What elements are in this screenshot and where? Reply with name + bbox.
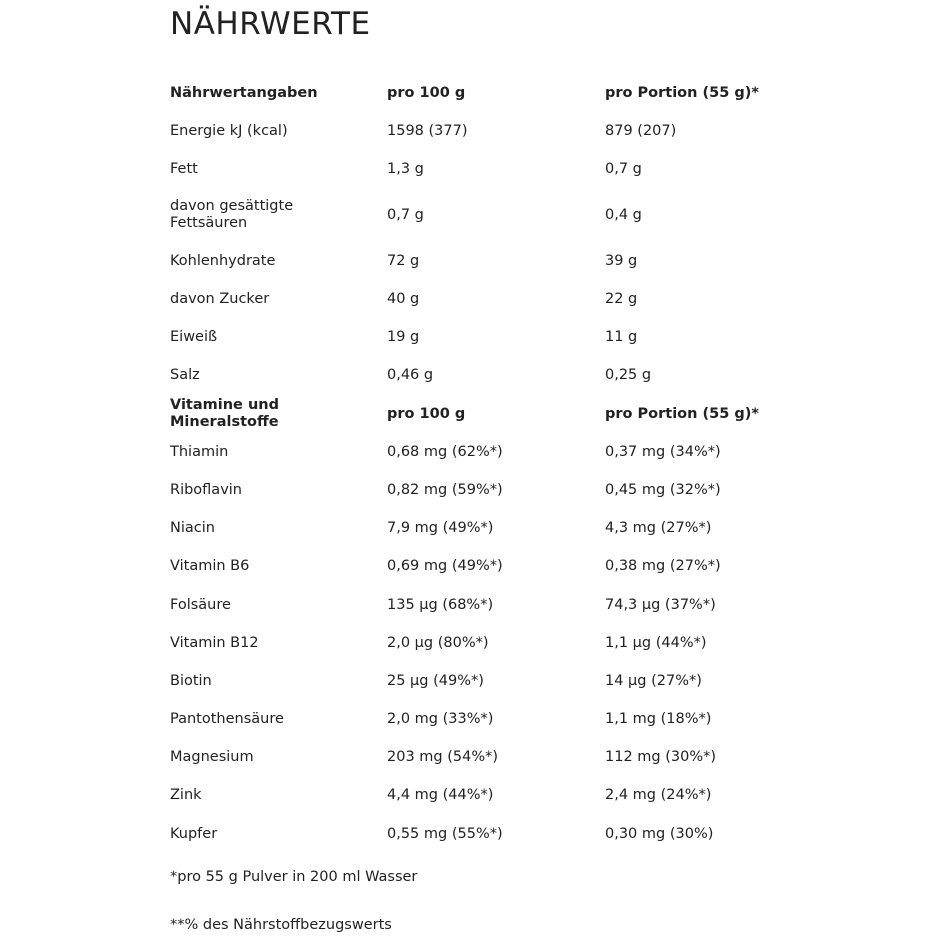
row-per-portion: 39 g (605, 252, 638, 269)
footnote-reference: **% des Nährstoffbezugswerts (170, 917, 392, 933)
row-per-portion: 22 g (605, 290, 638, 307)
row-per-100g: 25 µg (49%*) (387, 672, 484, 689)
table-row (170, 112, 810, 150)
row-per-portion: 112 mg (30%*) (605, 748, 717, 765)
table-row (170, 280, 810, 318)
table-row (170, 776, 810, 814)
row-label: Fett (170, 160, 198, 177)
header-label: Vitamine und Mineralstoffe (170, 397, 279, 430)
table-row (170, 150, 810, 188)
row-label: Folsäure (170, 596, 231, 613)
row-per-100g: 1598 (377) (387, 122, 468, 139)
table-row (170, 586, 810, 624)
table-row (170, 193, 810, 237)
row-label: Vitamin B12 (170, 634, 259, 651)
row-per-portion: 1,1 mg (18%*) (605, 710, 712, 727)
row-per-100g: 0,68 mg (62%*) (387, 443, 503, 460)
table-row (170, 738, 810, 776)
vitamins-table-header (170, 395, 810, 433)
row-per-portion: 1,1 µg (44%*) (605, 634, 707, 651)
nutrition-table-header (170, 74, 810, 112)
row-per-portion: 11 g (605, 328, 638, 345)
row-per-100g: 0,55 mg (55%*) (387, 825, 503, 842)
row-per-portion: 0,4 g (605, 206, 642, 223)
row-label: Kupfer (170, 825, 218, 842)
header-per-portion: pro Portion (55 g)* (605, 405, 759, 422)
row-per-100g: 40 g (387, 290, 420, 307)
row-per-portion: 2,4 mg (24%*) (605, 786, 712, 803)
row-per-portion: 0,7 g (605, 160, 642, 177)
table-row (170, 662, 810, 700)
row-label: davon Zucker (170, 290, 270, 307)
page-title: NÄHRWERTE (170, 6, 371, 42)
row-per-100g: 203 mg (54%*) (387, 748, 499, 765)
row-label: Vitamin B6 (170, 557, 250, 574)
header-label: Nährwertangaben (170, 84, 318, 101)
row-label: Salz (170, 366, 200, 383)
row-label: Energie kJ (kcal) (170, 122, 288, 139)
footnote-portion: *pro 55 g Pulver in 200 ml Wasser (170, 869, 418, 885)
row-per-100g: 19 g (387, 328, 420, 345)
table-row (170, 471, 810, 509)
row-label: Zink (170, 786, 202, 803)
row-label: davon gesättigte Fettsäuren (170, 198, 294, 231)
row-per-100g: 7,9 mg (49%*) (387, 519, 494, 536)
table-row (170, 624, 810, 662)
header-per-100g: pro 100 g (387, 405, 466, 422)
row-label: Kohlenhydrate (170, 252, 276, 269)
table-row (170, 242, 810, 280)
row-label: Biotin (170, 672, 212, 689)
header-per-100g: pro 100 g (387, 84, 466, 101)
row-per-portion: 0,45 mg (32%*) (605, 481, 721, 498)
row-per-portion: 0,38 mg (27%*) (605, 557, 721, 574)
row-per-100g: 0,69 mg (49%*) (387, 557, 503, 574)
row-per-portion: 4,3 mg (27%*) (605, 519, 712, 536)
header-per-portion: pro Portion (55 g)* (605, 84, 759, 101)
row-per-100g: 72 g (387, 252, 420, 269)
row-per-portion: 0,30 mg (30%) (605, 825, 714, 842)
row-per-portion: 14 µg (27%*) (605, 672, 702, 689)
row-label: Riboflavin (170, 481, 242, 498)
row-per-portion: 0,25 g (605, 366, 652, 383)
row-label: Pantothensäure (170, 710, 284, 727)
row-label: Niacin (170, 519, 215, 536)
row-per-portion: 879 (207) (605, 122, 677, 139)
table-row (170, 433, 810, 471)
table-row (170, 509, 810, 547)
row-label: Thiamin (170, 443, 229, 460)
row-per-100g: 0,46 g (387, 366, 434, 383)
row-per-100g: 4,4 mg (44%*) (387, 786, 494, 803)
table-row (170, 700, 810, 738)
row-per-portion: 0,37 mg (34%*) (605, 443, 721, 460)
row-per-portion: 74,3 µg (37%*) (605, 596, 716, 613)
row-per-100g: 0,7 g (387, 206, 424, 223)
table-row (170, 318, 810, 356)
table-row (170, 815, 810, 853)
table-row (170, 356, 810, 394)
row-per-100g: 2,0 mg (33%*) (387, 710, 494, 727)
table-row (170, 547, 810, 585)
row-per-100g: 0,82 mg (59%*) (387, 481, 503, 498)
row-per-100g: 1,3 g (387, 160, 424, 177)
row-per-100g: 135 µg (68%*) (387, 596, 494, 613)
row-label: Magnesium (170, 748, 254, 765)
row-per-100g: 2,0 µg (80%*) (387, 634, 489, 651)
row-label: Eiweiß (170, 328, 218, 345)
